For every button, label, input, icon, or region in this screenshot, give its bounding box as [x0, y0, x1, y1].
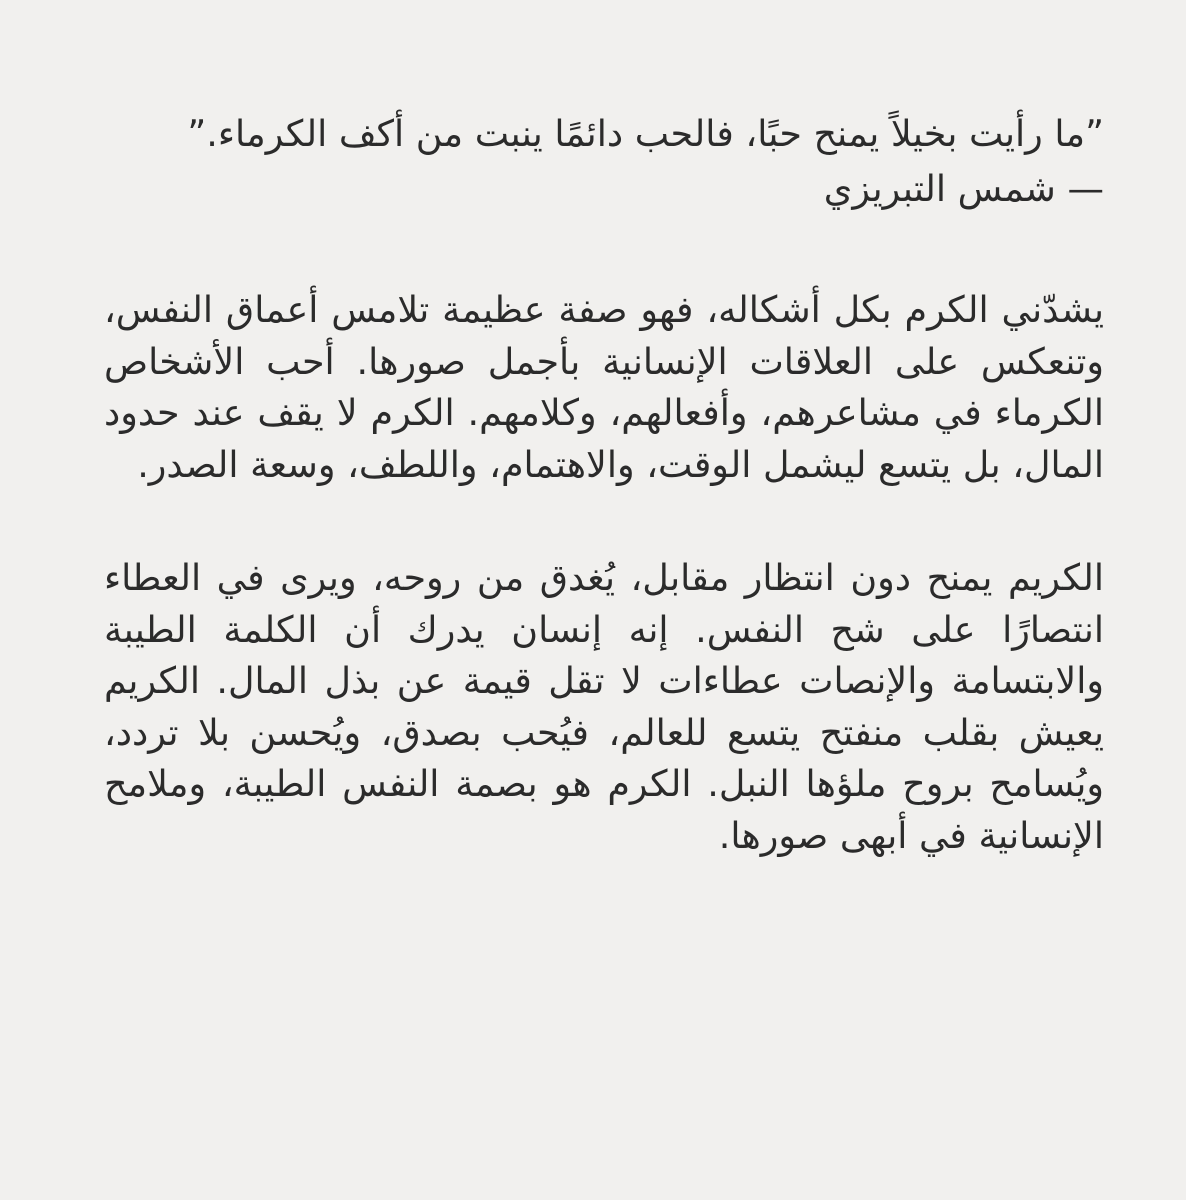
paragraph-2: الكريم يمنح دون انتظار مقابل، يُغدق من روحه، ويرى في العطاء انتصارًا على شح النفس. إنه إنسان يدرك أن الكلمة الطيبة والابتسامة والإنصات عطاءات لا تقل قيمة عن بذل المال. الكريم يعيش بقلب منفتح يتسع للعالم، فيُحب بصدق، ويُحسن بلا تردد، ويُسامح بروح ملؤها النبل. الكرم هو بصمة النفس الطيبة، وملامح الإنسانية في أبهى صورها.: [104, 556, 1104, 857]
quote-text: ”ما رأيت بخيلاً يمنح حبًا، فالحب دائمًا ينبت من أكف الكرماء.”: [187, 112, 1104, 155]
paragraph-1: يشدّني الكرم بكل أشكاله، فهو صفة عظيمة تلامس أعماق النفس، وتنعكس على العلاقات الإنسانية بأجمل صورها. أحب الأشخاص الكرماء في مشاعرهم، وأفعالهم، وكلامهم. الكرم لا يقف عند حدود المال، بل يتسع ليشمل الوقت، والاهتمام، واللطف، وسعة الصدر.: [104, 288, 1104, 486]
text-page: [104, 108, 1104, 861]
quote-attribution: — شمس التبريزي: [823, 166, 1104, 210]
quote-block: [104, 108, 1104, 214]
